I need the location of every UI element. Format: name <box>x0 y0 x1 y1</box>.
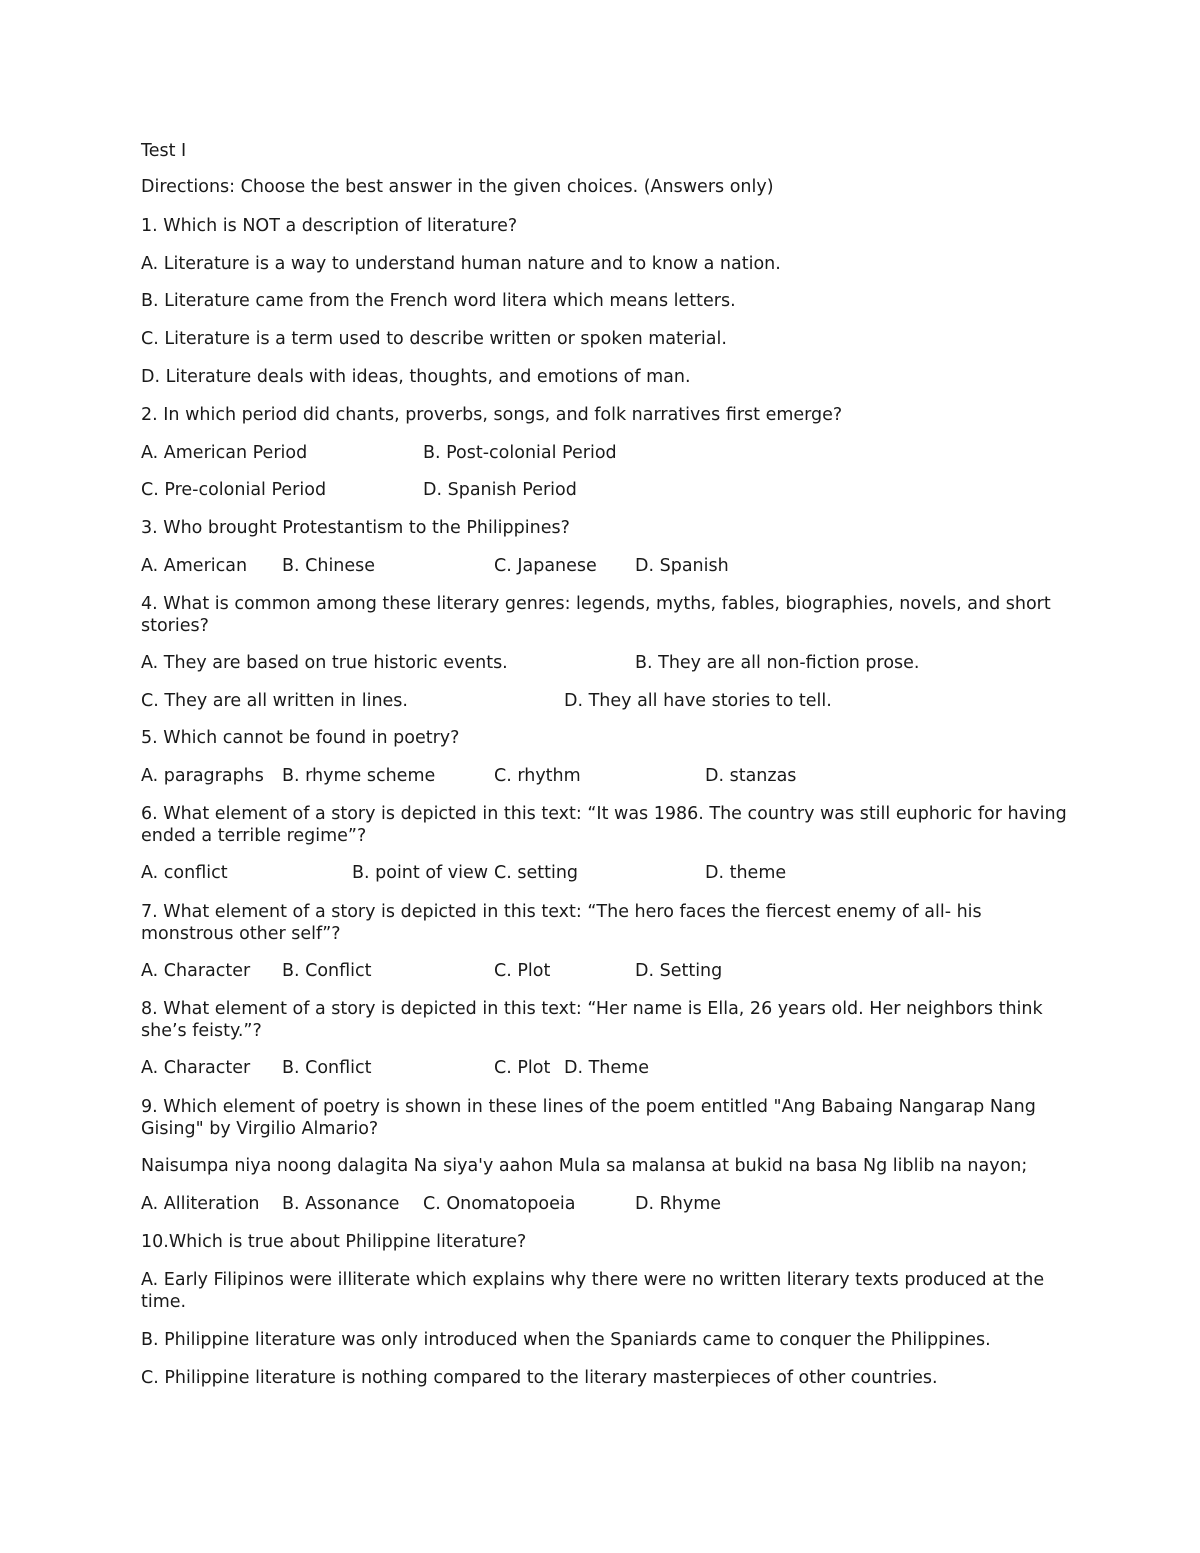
q9-choice-c: C. Onomatopoeia <box>423 1194 576 1214</box>
q5-choice-a: A. paragraphs <box>141 766 264 786</box>
q9-poem-excerpt: Naisumpa niya noong dalagita Na siya'y aahon Mula sa malansa at bukid na basa Ng liblib na nayon; <box>141 1156 1028 1176</box>
question-9: 9. Which element of poetry is shown in these lines of the poem entitled "Ang Babaing Nangarap Nang Gising" by Virgilio Almario? <box>141 1097 1036 1139</box>
q2-choice-c: C. Pre-colonial Period <box>141 480 327 500</box>
q1-choice-a: A. Literature is a way to understand human nature and to know a nation. <box>141 254 781 274</box>
question-1: 1. Which is NOT a description of literature? <box>141 216 518 236</box>
q2-choice-d: D. Spanish Period <box>423 480 577 500</box>
q3-choice-c: C. Japanese <box>494 556 597 576</box>
question-8: 8. What element of a story is depicted in this text: “Her name is Ella, 26 years old. Her neighbors think she’s feisty.”? <box>141 999 1043 1041</box>
q9-choice-d: D. Rhyme <box>635 1194 722 1214</box>
question-6: 6. What element of a story is depicted in this text: “It was 1986. The country was still euphoric for having ended a terrible regime”? <box>141 804 1067 846</box>
q7-choice-c: C. Plot <box>494 961 551 981</box>
q3-choice-d: D. Spanish <box>635 556 729 576</box>
q9-choice-b: B. Assonance <box>282 1194 400 1214</box>
q2-choice-a: A. American Period <box>141 443 308 463</box>
q4-choice-c: C. They are all written in lines. <box>141 691 408 711</box>
q7-choice-a: A. Character <box>141 961 251 981</box>
q8-choice-b: B. Conflict <box>282 1058 372 1078</box>
q3-choice-b: B. Chinese <box>282 556 376 576</box>
directions: Directions: Choose the best answer in the given choices. (Answers only) <box>141 177 774 197</box>
q10-choice-c: C. Philippine literature is nothing compared to the literary masterpieces of other countries. <box>141 1368 938 1388</box>
q5-choice-b: B. rhyme scheme <box>282 766 436 786</box>
test-title: Test I <box>141 141 187 161</box>
q4-choice-b: B. They are all non-fiction prose. <box>635 653 920 673</box>
q2-choice-b: B. Post-colonial Period <box>423 443 617 463</box>
q1-choice-c: C. Literature is a term used to describe written or spoken material. <box>141 329 727 349</box>
q6-choice-a: A. conflict <box>141 863 228 883</box>
q5-choice-d: D. stanzas <box>705 766 797 786</box>
q1-choice-b: B. Literature came from the French word litera which means letters. <box>141 291 736 311</box>
q9-choice-a: A. Alliteration <box>141 1194 260 1214</box>
question-5: 5. Which cannot be found in poetry? <box>141 728 460 748</box>
q8-choice-a: A. Character <box>141 1058 251 1078</box>
q10-choice-b: B. Philippine literature was only introduced when the Spaniards came to conquer the Philippines. <box>141 1330 991 1350</box>
q7-choice-b: B. Conflict <box>282 961 372 981</box>
q4-choice-d: D. They all have stories to tell. <box>564 691 832 711</box>
q1-choice-d: D. Literature deals with ideas, thoughts, and emotions of man. <box>141 367 691 387</box>
question-7: 7. What element of a story is depicted in this text: “The hero faces the fiercest enemy of all- his monstrous other self”? <box>141 902 982 944</box>
q8-choice-c: C. Plot <box>494 1058 551 1078</box>
question-3: 3. Who brought Protestantism to the Philippines? <box>141 518 570 538</box>
q10-choice-a: A. Early Filipinos were illiterate which explains why there were no written literary texts produced at the time. <box>141 1270 1045 1312</box>
question-2: 2. In which period did chants, proverbs, songs, and folk narratives first emerge? <box>141 405 843 425</box>
q6-choice-b: B. point of view <box>352 863 489 883</box>
q5-choice-c: C. rhythm <box>494 766 581 786</box>
question-10: 10.Which is true about Philippine literature? <box>141 1232 527 1252</box>
question-4: 4. What is common among these literary genres: legends, myths, fables, biographies, novels, and short stories? <box>141 594 1051 636</box>
q8-choice-d: D. Theme <box>564 1058 649 1078</box>
q3-choice-a: A. American <box>141 556 248 576</box>
q6-choice-d: D. theme <box>705 863 787 883</box>
q6-choice-c: C. setting <box>494 863 579 883</box>
q7-choice-d: D. Setting <box>635 961 723 981</box>
q4-choice-a: A. They are based on true historic events. <box>141 653 508 673</box>
